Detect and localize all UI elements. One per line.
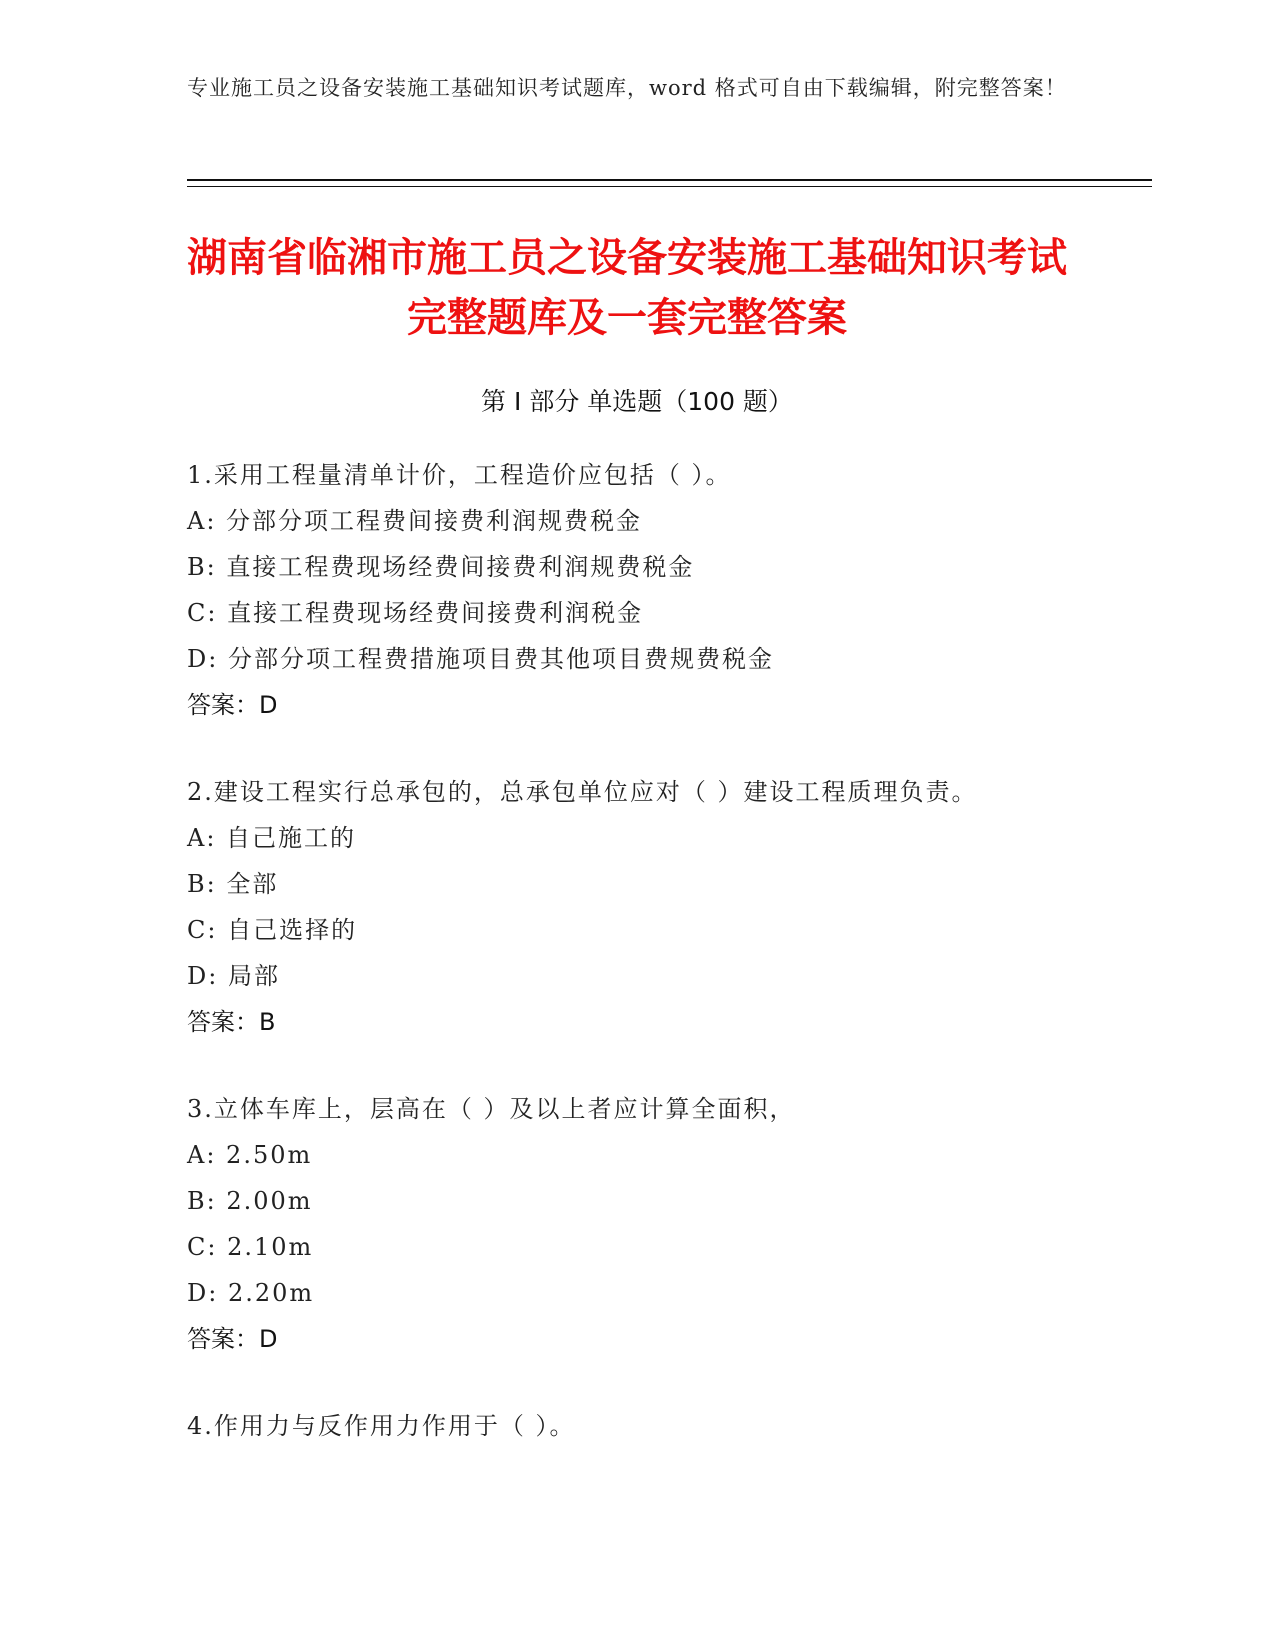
question-stem: 3.立体车库上，层高在（ ）及以上者应计算全面积，	[187, 1095, 796, 1123]
option-d: D: 2.20m	[187, 1279, 315, 1307]
option-c: C: 2.10m	[187, 1233, 314, 1261]
header-divider-thick	[187, 179, 1152, 181]
question-1	[187, 452, 1147, 728]
answer: 答案：D	[187, 691, 278, 719]
question-stem: 1.采用工程量清单计价，工程造价应包括（ ）。	[187, 461, 732, 489]
option-a: A: 分部分项工程费间接费利润规费税金	[187, 507, 643, 535]
option-a: A: 2.50m	[187, 1141, 313, 1169]
option-b: B: 直接工程费现场经费间接费利润规费税金	[187, 553, 695, 581]
option-a: A: 自己施工的	[187, 824, 357, 852]
question-stem: 2.建设工程实行总承包的，总承包单位应对（ ）建设工程质理负责。	[187, 778, 978, 806]
answer: 答案：B	[187, 1008, 276, 1036]
header-divider-thin	[187, 186, 1152, 187]
option-c: C: 直接工程费现场经费间接费利润税金	[187, 599, 644, 627]
option-b: B: 全部	[187, 870, 279, 898]
document-title: 湖南省临湘市施工员之设备安装施工基础知识考试完整题库及一套完整答案	[187, 235, 1067, 341]
question-stem: 4.作用力与反作用力作用于（ ）。	[187, 1412, 576, 1440]
section-heading: 第 I 部分 单选题（100 题）	[481, 387, 793, 416]
option-d: D: 局部	[187, 962, 280, 990]
question-4	[187, 1403, 1147, 1449]
question-3	[187, 1086, 1147, 1362]
option-d: D: 分部分项工程费措施项目费其他项目费规费税金	[187, 645, 774, 673]
question-2	[187, 769, 1147, 1045]
option-c: C: 自己选择的	[187, 916, 358, 944]
option-b: B: 2.00m	[187, 1187, 313, 1215]
header-note: 专业施工员之设备安装施工基础知识考试题库，word 格式可自由下载编辑，附完整答案！	[187, 76, 1067, 100]
answer: 答案：D	[187, 1325, 278, 1353]
